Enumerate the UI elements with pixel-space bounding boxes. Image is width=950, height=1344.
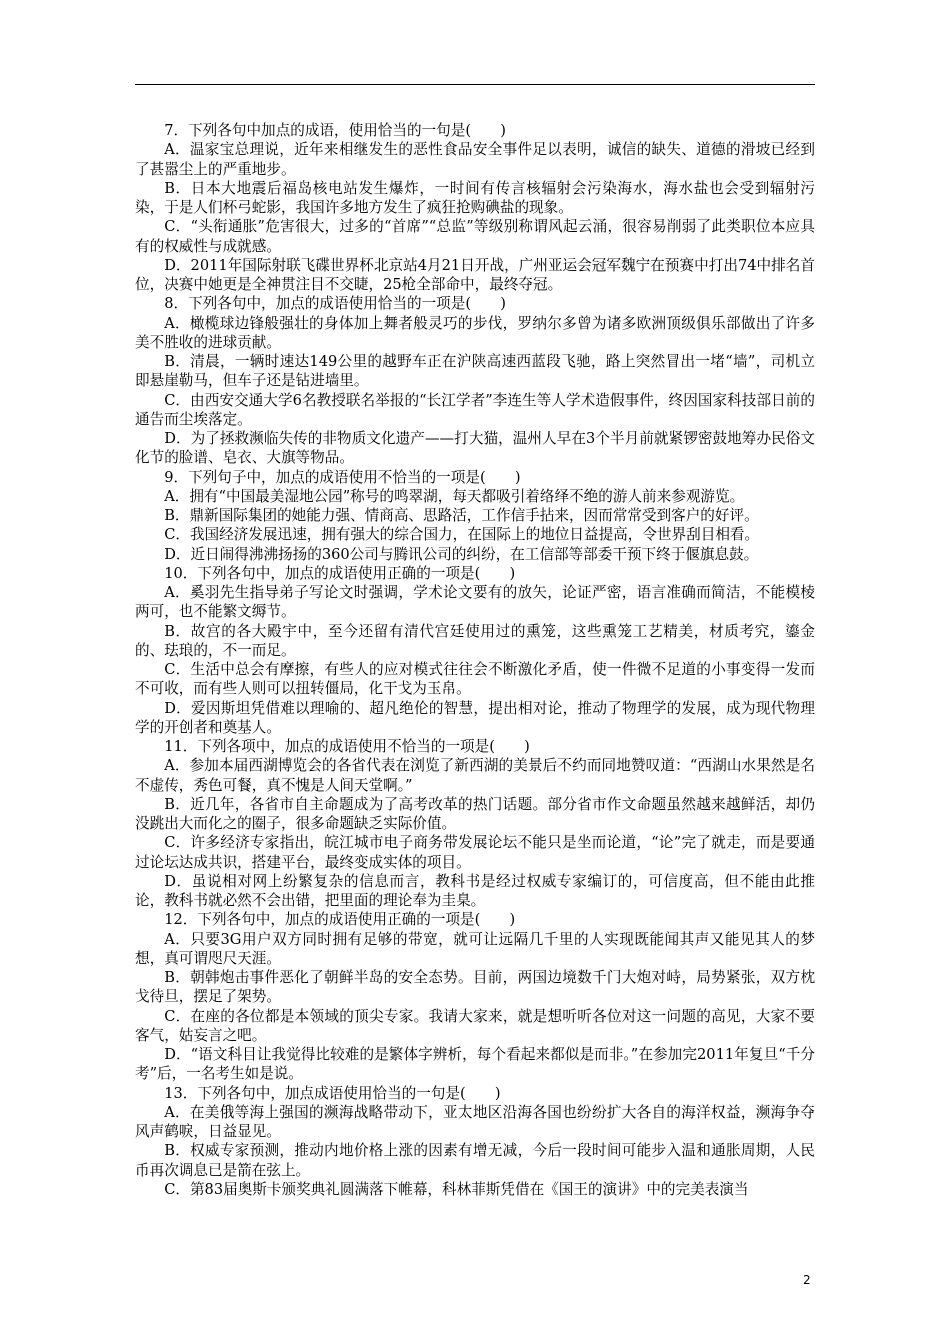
option-9c: C．我国经济发展迅速，拥有强大的综合国力，在国际上的地位日益提高，令世界刮目相看。: [164, 526, 760, 544]
page-number: 2: [803, 1273, 811, 1287]
option-13a: A．在美俄等海上强国的濒海战略带动下，亚太地区沿海各国也纷纷扩大各自的海洋权益，濒海争夺风声鹤唳，日益显见。: [135, 1103, 815, 1140]
option-8c: C．由西安交通大学6名教授联名举报的“长江学者”李连生等人学术造假事件，终因国家科技部日前的通告而尘埃落定。: [135, 391, 815, 428]
option-9a: A．拥有“中国最美湿地公园”称号的鸣翠湖，每天都吸引着络绎不绝的游人前来参观游览。: [164, 487, 745, 505]
option-10c: C．生活中总会有摩擦，有些人的应对模式往往会不断激化矛盾，使一件微不足道的小事变得一发而不可收，而有些人则可以扭转僵局，化干戈为玉帛。: [135, 661, 815, 698]
option-12d: D．“语文科目让我觉得比较难的是繁体字辨析，每个看起来都似是而非。”在参加完2011年复旦“千分考”后，一名考生如是说。: [135, 1046, 815, 1083]
option-7b: B．日本大地震后福岛核电站发生爆炸，一时间有传言核辐射会污染海水，海水盐也会受到辐射污染，于是人们杯弓蛇影，我国许多地方发生了疯狂抢购碘盐的现象。: [135, 179, 815, 216]
option-10b: B．故宫的各大殿宇中，至今还留有清代宫廷使用过的熏笼，这些熏笼工艺精美，材质考究，鎏金的、珐琅的，不一而足。: [135, 622, 815, 659]
question-stem-11: 11．下列各项中，加点的成语使用不恰当的一项是( ): [164, 738, 530, 755]
option-9d: D．近日闹得沸沸扬扬的360公司与腾讯公司的纠纷，在工信部等部委干预下终于偃旗息鼓。: [164, 545, 759, 563]
question-stem-10: 10．下列各句中，加点的成语使用正确的一项是( ): [164, 564, 516, 582]
question-stem-7: 7．下列各句中加点的成语，使用恰当的一句是( ): [164, 122, 506, 139]
option-8b: B．清晨，一辆时速达149公里的越野车正在沪陕高速西蓝段飞驰，路上突然冒出一堵“墙”，司机立即悬崖勒马，但车子还是钻进墙里。: [135, 353, 815, 390]
option-12a: A．只要3G用户双方同时拥有足够的带宽，就可让远隔几千里的人实现既能闻其声又能见其人的梦想，真可谓咫尺天涯。: [135, 930, 815, 967]
option-9b: B．鼎新国际集团的她能力强、情商高、思路活，工作信手拈来，因而常常受到客户的好评。: [164, 507, 759, 524]
header-rule: [135, 84, 815, 85]
question-stem-8: 8．下列各句中，加点的成语使用恰当的一项是( ): [164, 295, 506, 313]
option-13c: C．第83届奥斯卡颁奖典礼圆满落下帷幕，科林菲斯凭借在《国王的演讲》中的完美表演当: [164, 1180, 749, 1198]
option-7c: C．“头衔通胀”危害很大，过多的“首席”“总监”等级别称谓风起云涌，很容易削弱了此类职位本应具有的权威性与成就感。: [135, 218, 815, 255]
option-11c: C．许多经济专家指出，皖江城市电子商务带发展论坛不能只是坐而论道，“论”完了就走，而是要通过论坛达成共识，搭建平台，最终变成实体的项目。: [135, 834, 815, 871]
option-8a: A．橄榄球边锋般强壮的身体加上舞者般灵巧的步伐，罗纳尔多曾为诸多欧洲顶级俱乐部做出了许多美不胜收的进球贡献。: [135, 314, 815, 351]
option-11b: B．近几年，各省市自主命题成为了高考改革的热门话题。部分省市作文命题虽然越来越鲜活，却仍没跳出大而化之的圈子，很多命题缺乏实际价值。: [135, 795, 815, 832]
option-7a: A．温家宝总理说，近年来相继发生的恶性食品安全事件足以表明，诚信的缺失、道德的滑坡已经到了甚嚣尘上的严重地步。: [135, 141, 815, 178]
option-11a: A．参加本届西湖博览会的各省代表在浏览了新西湖的美景后不约而同地赞叹道：“西湖山水果然是名不虚传，秀色可餐，真不愧是人间天堂啊。”: [135, 757, 815, 794]
option-8d: D．为了拯救濒临失传的非物质文化遗产——打大猫，温州人早在3个半月前就紧锣密鼓地筹办民俗文化节的脸谱、皂衣、大旗等物品。: [135, 430, 815, 467]
option-12c: C．在座的各位都是本领域的顶尖专家。我请大家来，就是想听听各位对这一问题的高见，大家不要客气，姑妄言之吧。: [135, 1007, 815, 1044]
question-stem-12: 12．下列各句中，加点的成语使用正确的一项是( ): [164, 911, 516, 929]
question-stem-13: 13．下列各句中，加点成语使用恰当的一句是( ): [164, 1084, 501, 1102]
option-11d: D．虽说相对网上纷繁复杂的信息而言，教科书是经过权威专家编订的，可信度高，但不能由此推论，教科书就必然不会出错，把里面的理论奉为圭臬。: [135, 872, 815, 909]
option-10d: D．爱因斯坦凭借难以理喻的、超凡绝伦的智慧，提出相对论，推动了物理学的发展，成为现代物理学的开创者和奠基人。: [135, 699, 815, 736]
option-7d: D．2011年国际射联飞碟世界杯北京站4月21日开战，广州亚运会冠军魏宁在预赛中打出74中排名首位，决赛中她更是全神贯注目不交睫，25枪全部命中，最终夺冠。: [135, 256, 815, 293]
question-stem-9: 9．下列句子中，加点的成语使用不恰当的一项是( ): [164, 468, 521, 486]
option-12b: B．朝韩炮击事件恶化了朝鲜半岛的安全态势。目前，两国边境数千门大炮对峙，局势紧张，双方枕戈待旦，摆足了架势。: [135, 969, 815, 1006]
option-10a: A．奚羽先生指导弟子写论文时强调，学术论文要有的放矢，论证严密，语言准确而简洁，不能模棱两可，也不能繁文缛节。: [135, 584, 815, 621]
question-list: [135, 121, 815, 1199]
option-13b: B．权威专家预测，推动内地价格上涨的因素有增无减，今后一段时间可能步入温和通胀周期，人民币再次调息已是箭在弦上。: [135, 1142, 815, 1179]
